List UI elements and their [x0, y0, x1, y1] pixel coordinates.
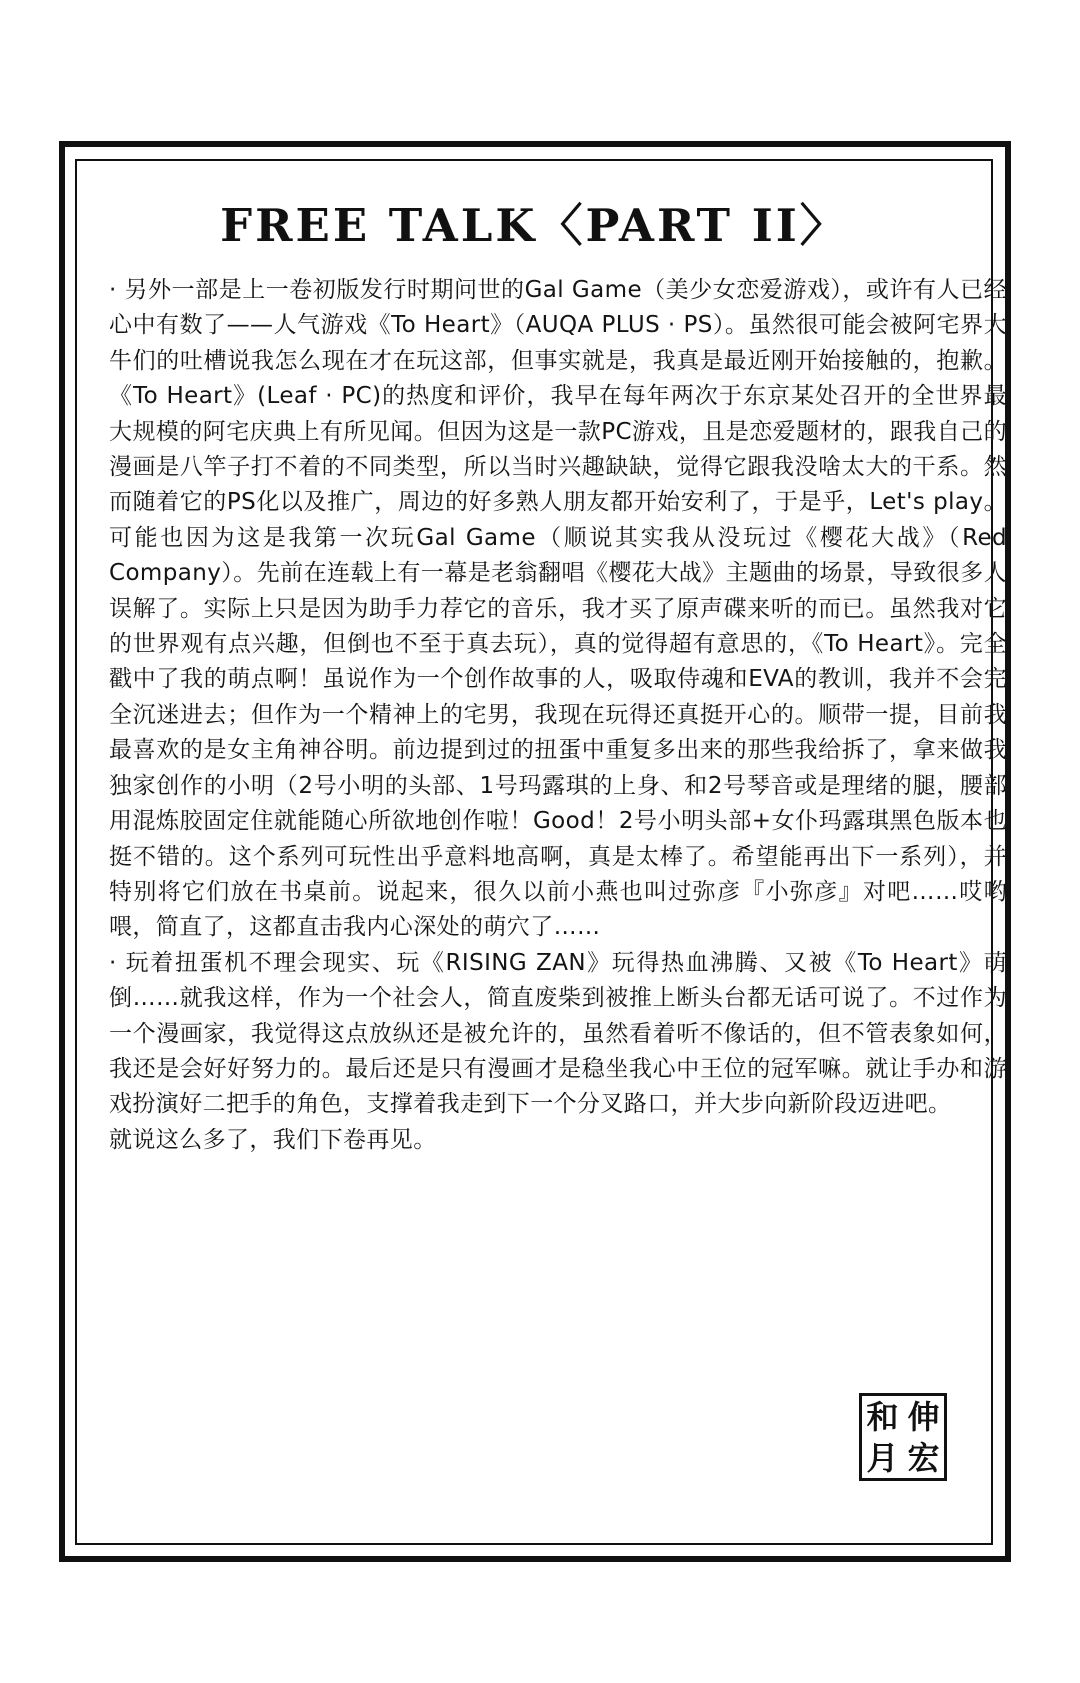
seal-char: 宏 [907, 1438, 940, 1477]
paragraph-rising-zan: · 玩着扭蛋机不理会现实、玩《RISING ZAN》玩得热血沸腾、又被《To Heart》萌倒……就我这样，作为一个社会人，简直废柴到被推上断头台都无话可说了。不过作为一个漫画家，我觉得这点放纵还是被允许的，虽然看着听不像话的，但不管表象如何，我还是会好好努力的。最后还是只有漫画才是稳坐我心中王位的冠军嘛。就让手办和游戏扮演好二把手的角色，支撑着我走到下一个分叉路口，并大步向新阶段迈进吧。 [109, 949, 1007, 1118]
outer-border-frame [59, 141, 1011, 1562]
free-talk-body [109, 273, 1007, 1158]
paragraph-closing: 就说这么多了，我们下卷再见。 [109, 1126, 437, 1153]
seal-char: 伸 [907, 1397, 940, 1436]
author-seal-stamp [859, 1393, 947, 1481]
inner-border-frame [75, 159, 1007, 1545]
page-title: FREE TALK〈PART II〉 [220, 199, 848, 252]
seal-char: 和 [866, 1397, 899, 1436]
seal-char: 月 [866, 1438, 899, 1477]
paragraph-gal-game: · 另外一部是上一卷初版发行时期问世的Gal Game（美少女恋爱游戏），或许有人已经心中有数了——人气游戏《To Heart》（AUQA PLUS · PS）。虽然很可能会被阿宅界大牛们的吐槽说我怎么现在才在玩这部，但事实就是，我真是最近刚开始接触的，抱歉。《To Heart》(Leaf · PC)的热度和评价，我早在每年两次于东京某处召开的全世界最大规模的阿宅庆典上有所见闻。但因为这是一款PC游戏，且是恋爱题材的，跟我自己的漫画是八竿子打不着的不同类型，所以当时兴趣缺缺，觉得它跟我没啥太大的干系。然而随着它的PS化以及推广，周边的好多熟人朋友都开始安利了，于是乎，Let's play。可能也因为这是我第一次玩Gal Game（顺说其实我从没玩过《樱花大战》（Red Company）。先前在连载上有一幕是老翁翻唱《樱花大战》主题曲的场景，导致很多人误解了。实际上只是因为助手力荐它的音乐，我才买了原声碟来听的而已。虽然我对它的世界观有点兴趣，但倒也不至于真去玩），真的觉得超有意思的，《To Heart》。完全戳中了我的萌点啊！虽说作为一个创作故事的人，吸取侍魂和EVA的教训，我并不会完全沉迷进去；但作为一个精神上的宅男，我现在玩得还真挺开心的。顺带一提，目前我最喜欢的是女主角神谷明。前边提到过的扭蛋中重复多出来的那些我给拆了，拿来做我独家创作的小明（2号小明的头部、1号玛露琪的上身、和2号琴音或是理绪的腿，腰部用混炼胶固定住就能随心所欲地创作啦！Good！2号小明头部+女仆玛露琪黑色版本也挺不错的。这个系列可玩性出乎意料地高啊，真是太棒了。希望能再出下一系列），并特别将它们放在书桌前。说起来，很久以前小燕也叫过弥彦『小弥彦』对吧……哎哟喂，简直了，这都直击我内心深处的萌穴了…… [109, 277, 1007, 941]
